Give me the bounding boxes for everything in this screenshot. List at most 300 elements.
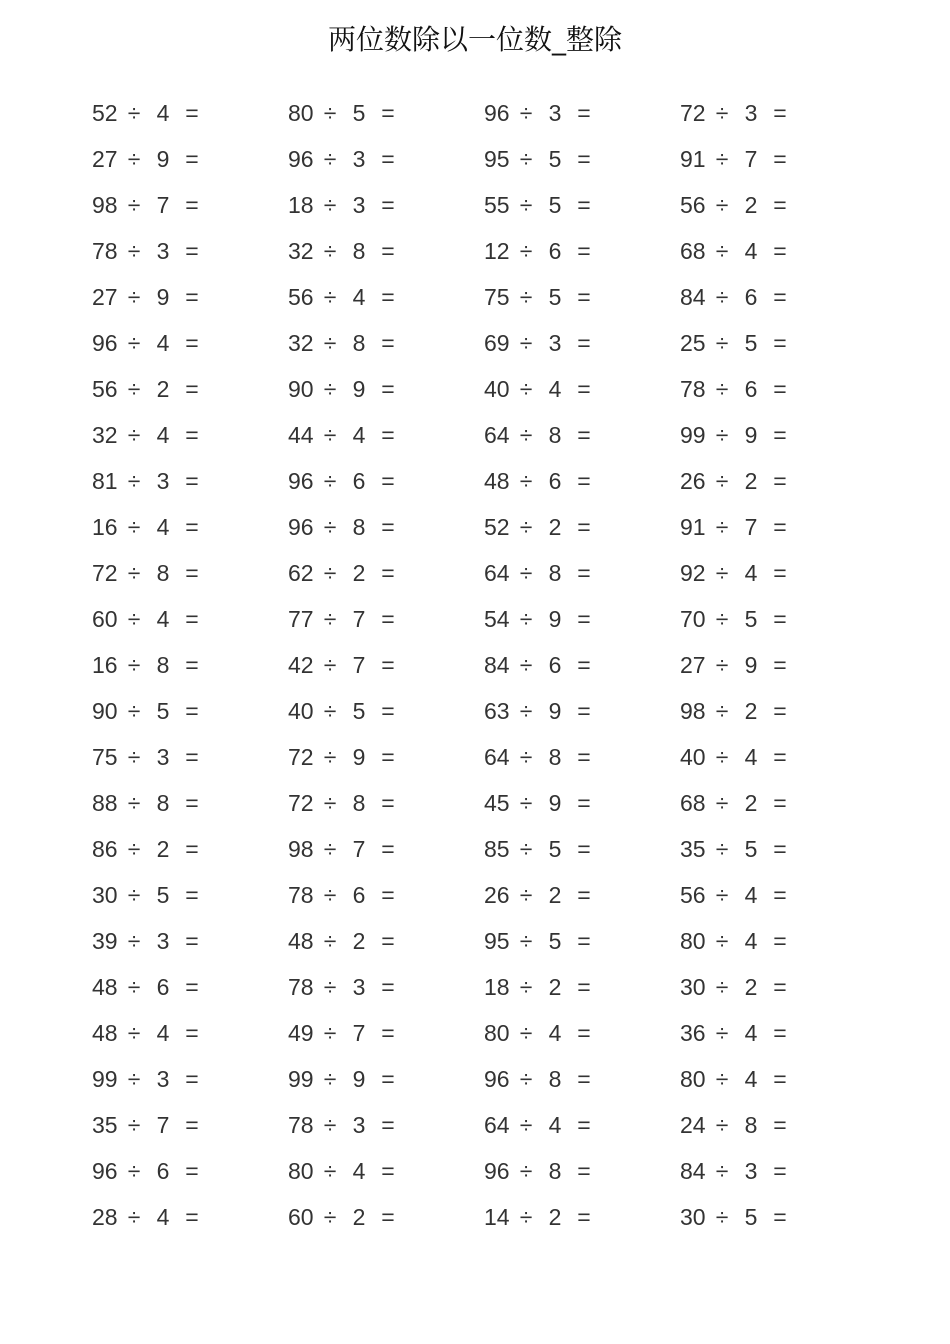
division-sign: ÷ — [127, 974, 141, 1000]
divisor: 5 — [744, 1204, 758, 1230]
equals-sign: = — [185, 1158, 199, 1184]
division-problem — [92, 320, 288, 366]
division-problem — [484, 412, 680, 458]
division-problem — [680, 1010, 876, 1056]
division-sign: ÷ — [127, 1066, 141, 1092]
dividend: 95 — [484, 928, 510, 954]
equals-sign: = — [185, 606, 199, 632]
equals-sign: = — [577, 1158, 591, 1184]
division-sign: ÷ — [715, 330, 729, 356]
divisor: 5 — [352, 698, 366, 724]
divisor: 6 — [744, 284, 758, 310]
divisor: 8 — [156, 560, 170, 586]
division-problem — [484, 826, 680, 872]
divisor: 3 — [352, 974, 366, 1000]
dividend: 78 — [288, 974, 314, 1000]
divisor: 2 — [156, 836, 170, 862]
equals-sign: = — [577, 974, 591, 1000]
division-sign: ÷ — [127, 1112, 141, 1138]
divisor: 2 — [352, 560, 366, 586]
division-problem — [92, 182, 288, 228]
division-sign: ÷ — [715, 974, 729, 1000]
divisor: 3 — [352, 192, 366, 218]
division-sign: ÷ — [715, 606, 729, 632]
divisor: 6 — [352, 882, 366, 908]
dividend: 72 — [288, 744, 314, 770]
equals-sign: = — [773, 790, 787, 816]
divisor: 2 — [744, 192, 758, 218]
divisor: 5 — [548, 928, 562, 954]
division-sign: ÷ — [715, 1158, 729, 1184]
division-sign: ÷ — [323, 882, 337, 908]
division-problem — [288, 274, 484, 320]
divisor: 3 — [156, 1066, 170, 1092]
equals-sign: = — [577, 1020, 591, 1046]
division-problem — [680, 688, 876, 734]
dividend: 64 — [484, 560, 510, 586]
division-sign: ÷ — [519, 238, 533, 264]
equals-sign: = — [577, 192, 591, 218]
division-sign: ÷ — [127, 330, 141, 356]
division-sign: ÷ — [323, 652, 337, 678]
division-problem — [92, 550, 288, 596]
divisor: 4 — [744, 1020, 758, 1046]
division-problem — [680, 826, 876, 872]
divisor: 2 — [744, 790, 758, 816]
dividend: 99 — [288, 1066, 314, 1092]
division-problem — [680, 918, 876, 964]
division-problem — [288, 826, 484, 872]
dividend: 16 — [92, 652, 118, 678]
dividend: 56 — [92, 376, 118, 402]
division-sign: ÷ — [519, 790, 533, 816]
division-sign: ÷ — [127, 928, 141, 954]
equals-sign: = — [773, 1204, 787, 1230]
divisor: 9 — [352, 1066, 366, 1092]
division-problem — [288, 1194, 484, 1240]
dividend: 96 — [288, 514, 314, 540]
dividend: 42 — [288, 652, 314, 678]
division-problem — [680, 1102, 876, 1148]
division-problem — [484, 1194, 680, 1240]
division-sign: ÷ — [715, 882, 729, 908]
dividend: 96 — [288, 146, 314, 172]
division-problem — [288, 1102, 484, 1148]
division-problem — [92, 1102, 288, 1148]
equals-sign: = — [577, 560, 591, 586]
divisor: 4 — [156, 514, 170, 540]
division-problem — [484, 228, 680, 274]
dividend: 56 — [680, 882, 706, 908]
equals-sign: = — [381, 192, 395, 218]
dividend: 84 — [484, 652, 510, 678]
division-problem — [484, 274, 680, 320]
divisor: 8 — [548, 560, 562, 586]
division-sign: ÷ — [323, 1066, 337, 1092]
dividend: 90 — [92, 698, 118, 724]
division-sign: ÷ — [519, 330, 533, 356]
division-sign: ÷ — [715, 1112, 729, 1138]
divisor: 4 — [744, 1066, 758, 1092]
dividend: 44 — [288, 422, 314, 448]
division-sign: ÷ — [519, 284, 533, 310]
equals-sign: = — [185, 1204, 199, 1230]
dividend: 80 — [288, 1158, 314, 1184]
equals-sign: = — [381, 790, 395, 816]
dividend: 77 — [288, 606, 314, 632]
dividend: 48 — [288, 928, 314, 954]
division-sign: ÷ — [323, 514, 337, 540]
division-sign: ÷ — [127, 422, 141, 448]
divisor: 3 — [156, 928, 170, 954]
dividend: 12 — [484, 238, 510, 264]
equals-sign: = — [381, 928, 395, 954]
division-problem — [288, 1148, 484, 1194]
division-problem — [484, 780, 680, 826]
equals-sign: = — [185, 836, 199, 862]
dividend: 32 — [288, 330, 314, 356]
divisor: 2 — [548, 514, 562, 540]
equals-sign: = — [381, 422, 395, 448]
division-sign: ÷ — [519, 1204, 533, 1230]
division-sign: ÷ — [323, 606, 337, 632]
dividend: 64 — [484, 422, 510, 448]
division-sign: ÷ — [715, 514, 729, 540]
divisor: 9 — [548, 790, 562, 816]
divisor: 8 — [352, 238, 366, 264]
equals-sign: = — [381, 1066, 395, 1092]
division-problem — [288, 136, 484, 182]
equals-sign: = — [577, 744, 591, 770]
division-sign: ÷ — [323, 1204, 337, 1230]
division-sign: ÷ — [323, 928, 337, 954]
dividend: 98 — [92, 192, 118, 218]
division-sign: ÷ — [127, 744, 141, 770]
divisor: 5 — [548, 192, 562, 218]
dividend: 45 — [484, 790, 510, 816]
division-problem — [288, 918, 484, 964]
divisor: 4 — [548, 1020, 562, 1046]
divisor: 8 — [548, 422, 562, 448]
dividend: 18 — [484, 974, 510, 1000]
equals-sign: = — [185, 882, 199, 908]
divisor: 4 — [156, 1020, 170, 1046]
division-sign: ÷ — [127, 882, 141, 908]
equals-sign: = — [577, 606, 591, 632]
divisor: 5 — [744, 606, 758, 632]
equals-sign: = — [381, 330, 395, 356]
dividend: 32 — [288, 238, 314, 264]
dividend: 84 — [680, 284, 706, 310]
division-sign: ÷ — [323, 698, 337, 724]
division-sign: ÷ — [519, 974, 533, 1000]
divisor: 5 — [744, 330, 758, 356]
division-sign: ÷ — [127, 238, 141, 264]
division-sign: ÷ — [127, 284, 141, 310]
equals-sign: = — [773, 468, 787, 494]
equals-sign: = — [185, 974, 199, 1000]
division-problem — [92, 228, 288, 274]
dividend: 98 — [288, 836, 314, 862]
dividend: 14 — [484, 1204, 510, 1230]
division-problem — [680, 964, 876, 1010]
equals-sign: = — [381, 698, 395, 724]
division-problem — [680, 366, 876, 412]
equals-sign: = — [773, 974, 787, 1000]
division-sign: ÷ — [127, 652, 141, 678]
division-sign: ÷ — [715, 468, 729, 494]
dividend: 48 — [92, 1020, 118, 1046]
division-problem — [680, 1056, 876, 1102]
dividend: 92 — [680, 560, 706, 586]
equals-sign: = — [773, 1020, 787, 1046]
division-problem — [680, 458, 876, 504]
division-sign: ÷ — [127, 560, 141, 586]
equals-sign: = — [185, 330, 199, 356]
division-sign: ÷ — [127, 468, 141, 494]
divisor: 5 — [156, 882, 170, 908]
division-sign: ÷ — [715, 284, 729, 310]
dividend: 91 — [680, 514, 706, 540]
equals-sign: = — [773, 560, 787, 586]
divisor: 2 — [548, 1204, 562, 1230]
dividend: 86 — [92, 836, 118, 862]
division-problem — [680, 550, 876, 596]
divisor: 4 — [548, 1112, 562, 1138]
dividend: 69 — [484, 330, 510, 356]
division-problem — [484, 734, 680, 780]
dividend: 25 — [680, 330, 706, 356]
division-sign: ÷ — [715, 744, 729, 770]
division-problem — [680, 872, 876, 918]
dividend: 52 — [92, 100, 118, 126]
division-sign: ÷ — [519, 698, 533, 724]
division-sign: ÷ — [323, 100, 337, 126]
division-problem — [288, 734, 484, 780]
divisor: 9 — [156, 284, 170, 310]
divisor: 8 — [156, 652, 170, 678]
division-problem — [288, 596, 484, 642]
division-problem — [680, 504, 876, 550]
problem-grid — [92, 90, 892, 1240]
division-sign: ÷ — [519, 652, 533, 678]
division-sign: ÷ — [715, 376, 729, 402]
division-problem — [680, 734, 876, 780]
equals-sign: = — [773, 100, 787, 126]
equals-sign: = — [381, 882, 395, 908]
divisor: 2 — [352, 1204, 366, 1230]
equals-sign: = — [185, 514, 199, 540]
division-problem — [680, 90, 876, 136]
equals-sign: = — [185, 560, 199, 586]
dividend: 96 — [92, 330, 118, 356]
division-sign: ÷ — [519, 100, 533, 126]
division-sign: ÷ — [519, 1112, 533, 1138]
division-sign: ÷ — [715, 1066, 729, 1092]
division-sign: ÷ — [519, 560, 533, 586]
divisor: 4 — [156, 422, 170, 448]
equals-sign: = — [185, 376, 199, 402]
divisor: 8 — [548, 1066, 562, 1092]
equals-sign: = — [381, 560, 395, 586]
division-problem — [288, 366, 484, 412]
dividend: 95 — [484, 146, 510, 172]
division-problem — [288, 550, 484, 596]
equals-sign: = — [773, 192, 787, 218]
division-problem — [92, 642, 288, 688]
division-problem — [92, 1056, 288, 1102]
division-problem — [92, 1194, 288, 1240]
division-sign: ÷ — [519, 928, 533, 954]
dividend: 28 — [92, 1204, 118, 1230]
dividend: 48 — [92, 974, 118, 1000]
divisor: 3 — [548, 330, 562, 356]
dividend: 96 — [484, 100, 510, 126]
division-sign: ÷ — [127, 606, 141, 632]
divisor: 6 — [744, 376, 758, 402]
division-sign: ÷ — [519, 836, 533, 862]
division-problem — [680, 642, 876, 688]
page-title: 两位数除以一位数_整除 — [327, 23, 622, 56]
division-sign: ÷ — [127, 836, 141, 862]
division-sign: ÷ — [715, 192, 729, 218]
dividend: 75 — [92, 744, 118, 770]
division-problem — [484, 918, 680, 964]
dividend: 60 — [288, 1204, 314, 1230]
equals-sign: = — [185, 652, 199, 678]
equals-sign: = — [381, 836, 395, 862]
division-problem — [484, 1010, 680, 1056]
divisor: 8 — [352, 514, 366, 540]
dividend: 55 — [484, 192, 510, 218]
divisor: 3 — [744, 100, 758, 126]
equals-sign: = — [577, 514, 591, 540]
division-sign: ÷ — [127, 790, 141, 816]
divisor: 5 — [548, 836, 562, 862]
division-problem — [92, 780, 288, 826]
division-problem — [484, 458, 680, 504]
division-problem — [92, 504, 288, 550]
dividend: 75 — [484, 284, 510, 310]
equals-sign: = — [185, 146, 199, 172]
division-sign: ÷ — [519, 514, 533, 540]
divisor: 4 — [744, 560, 758, 586]
divisor: 5 — [744, 836, 758, 862]
equals-sign: = — [381, 468, 395, 494]
equals-sign: = — [577, 146, 591, 172]
equals-sign: = — [773, 882, 787, 908]
equals-sign: = — [381, 284, 395, 310]
division-sign: ÷ — [519, 882, 533, 908]
divisor: 9 — [744, 422, 758, 448]
equals-sign: = — [185, 1112, 199, 1138]
divisor: 6 — [156, 974, 170, 1000]
division-problem — [92, 596, 288, 642]
equals-sign: = — [381, 1020, 395, 1046]
divisor: 8 — [548, 744, 562, 770]
equals-sign: = — [577, 422, 591, 448]
division-problem — [680, 320, 876, 366]
equals-sign: = — [773, 1158, 787, 1184]
division-sign: ÷ — [323, 836, 337, 862]
equals-sign: = — [773, 1066, 787, 1092]
division-sign: ÷ — [127, 1020, 141, 1046]
division-problem — [92, 366, 288, 412]
dividend: 30 — [680, 974, 706, 1000]
equals-sign: = — [185, 790, 199, 816]
equals-sign: = — [773, 146, 787, 172]
division-problem — [484, 1102, 680, 1148]
divisor: 2 — [352, 928, 366, 954]
division-sign: ÷ — [519, 146, 533, 172]
divisor: 7 — [352, 606, 366, 632]
dividend: 56 — [680, 192, 706, 218]
dividend: 99 — [92, 1066, 118, 1092]
divisor: 6 — [156, 1158, 170, 1184]
division-problem — [288, 1056, 484, 1102]
divisor: 3 — [744, 1158, 758, 1184]
dividend: 84 — [680, 1158, 706, 1184]
equals-sign: = — [577, 468, 591, 494]
dividend: 72 — [288, 790, 314, 816]
division-sign: ÷ — [127, 1158, 141, 1184]
divisor: 9 — [744, 652, 758, 678]
division-problem — [484, 320, 680, 366]
dividend: 68 — [680, 790, 706, 816]
dividend: 80 — [680, 928, 706, 954]
division-problem — [288, 642, 484, 688]
divisor: 4 — [744, 882, 758, 908]
division-problem — [92, 136, 288, 182]
dividend: 26 — [484, 882, 510, 908]
divisor: 4 — [548, 376, 562, 402]
division-problem — [288, 412, 484, 458]
equals-sign: = — [381, 100, 395, 126]
division-problem — [680, 182, 876, 228]
division-sign: ÷ — [323, 238, 337, 264]
dividend: 32 — [92, 422, 118, 448]
divisor: 4 — [156, 606, 170, 632]
division-sign: ÷ — [323, 146, 337, 172]
divisor: 4 — [352, 284, 366, 310]
division-problem — [288, 90, 484, 136]
division-problem — [484, 872, 680, 918]
divisor: 7 — [744, 514, 758, 540]
equals-sign: = — [185, 1066, 199, 1092]
division-problem — [484, 688, 680, 734]
division-sign: ÷ — [323, 1112, 337, 1138]
division-problem — [92, 688, 288, 734]
dividend: 36 — [680, 1020, 706, 1046]
division-problem — [680, 1194, 876, 1240]
divisor: 3 — [156, 468, 170, 494]
division-problem — [288, 228, 484, 274]
dividend: 27 — [92, 146, 118, 172]
dividend: 78 — [288, 1112, 314, 1138]
equals-sign: = — [381, 1158, 395, 1184]
equals-sign: = — [185, 468, 199, 494]
dividend: 35 — [92, 1112, 118, 1138]
division-problem — [484, 596, 680, 642]
equals-sign: = — [381, 606, 395, 632]
division-sign: ÷ — [519, 606, 533, 632]
dividend: 91 — [680, 146, 706, 172]
division-sign: ÷ — [323, 284, 337, 310]
divisor: 9 — [548, 606, 562, 632]
equals-sign: = — [381, 1112, 395, 1138]
divisor: 8 — [548, 1158, 562, 1184]
divisor: 4 — [156, 1204, 170, 1230]
